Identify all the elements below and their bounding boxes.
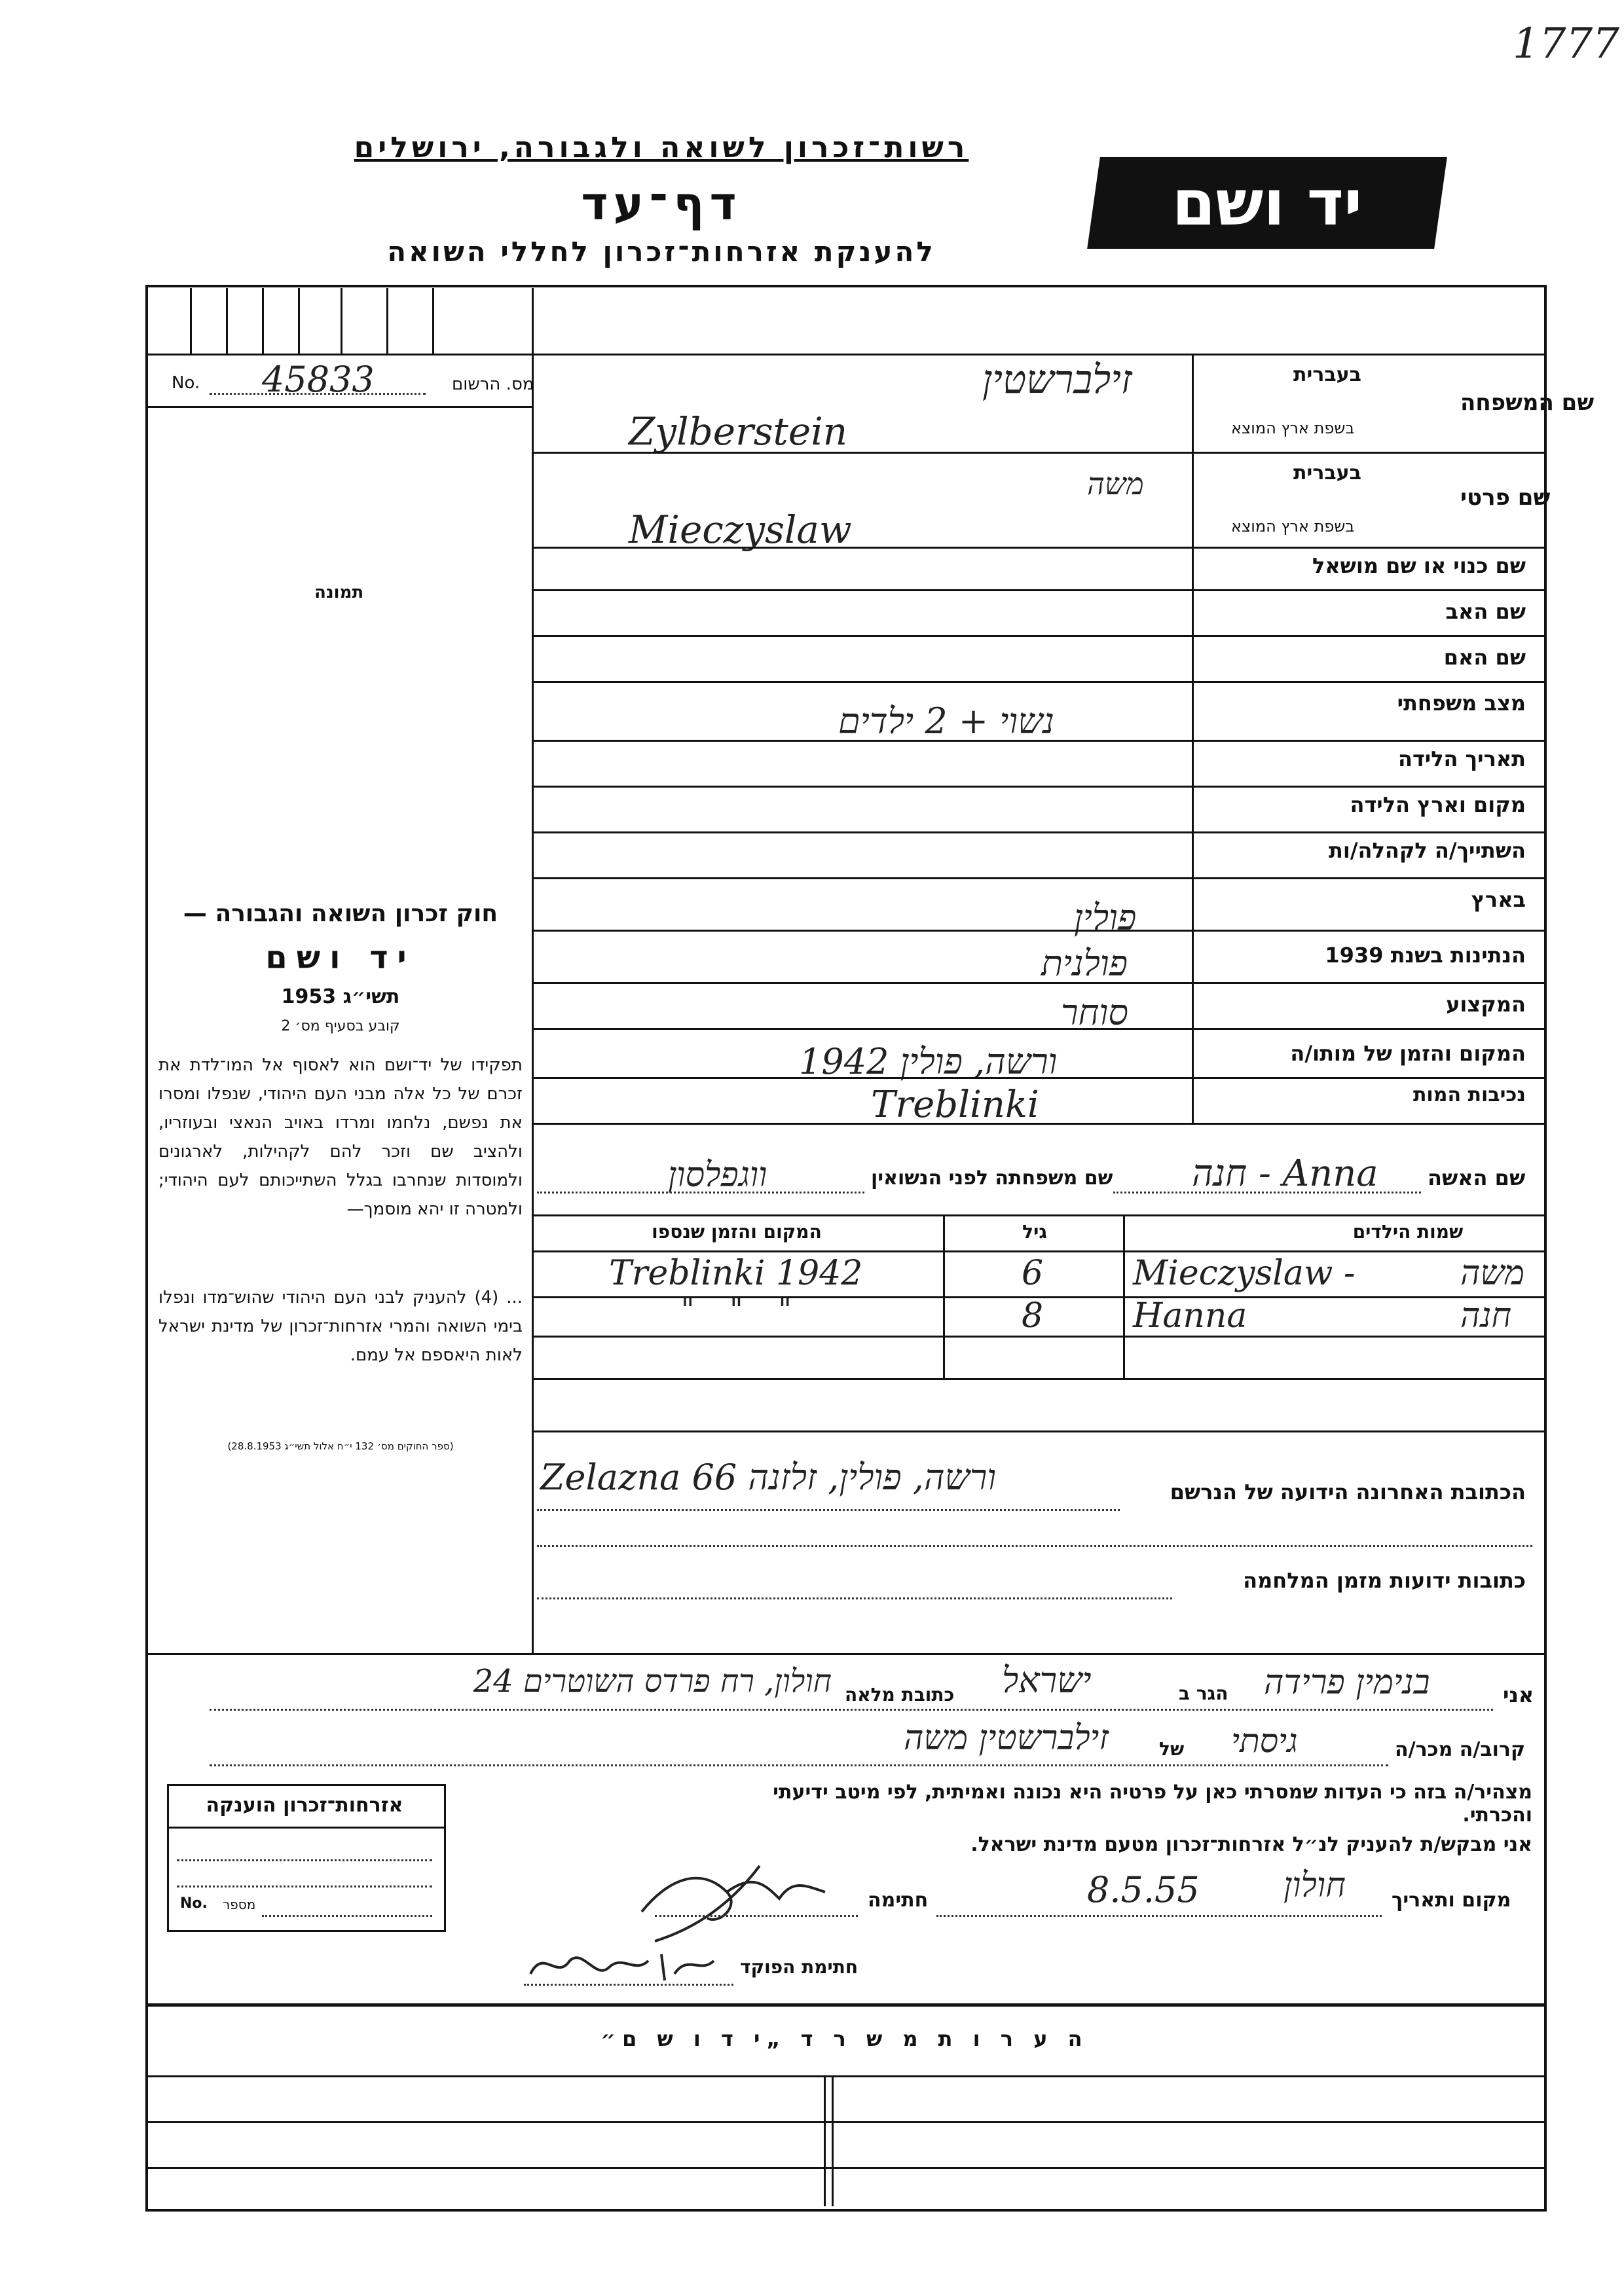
resides-label: הגר ב [1179,1683,1228,1704]
maiden-name-label: שם משפחתה לפני הנשואין [871,1167,1113,1190]
of-label: של [1159,1738,1185,1760]
wife-name: חנה - Anna [1192,1152,1378,1195]
marital-label: מצב משפחתי [1397,691,1526,716]
last-address-value: ורשה, פולין, זלזנה 66 Zelazna [540,1457,997,1498]
law-title: חוק זכרון השואה והגבורה — [183,900,498,927]
registration-number: 45833 [262,359,375,400]
citizenship-value: פולנית [1041,943,1128,984]
war-address-label: כתובות ידועות מזמן המלחמה [1243,1568,1526,1593]
office-notes-title: ה ע ר ו ת מ ש ר ד „י ד ו ש ם״ [600,2026,1089,2051]
declarant-city: ישראל [1002,1660,1092,1701]
mother-label: שם האם [1443,645,1526,670]
relation-label: קרוב/ה מכר/ה [1395,1738,1526,1761]
citizenship-label: הנתינות בשנת 1939 [1325,943,1526,968]
nickname-label: שם כנוי או שם מושאל [1312,553,1526,578]
death-value: ורשה, פולין 1942 [799,1041,1058,1082]
family-name-hebrew: זילברשטין [982,357,1132,403]
yad-vashem-logo [1087,157,1447,249]
child-2-name-he: חנה [1460,1296,1512,1336]
father-label: שם האב [1445,599,1526,624]
declarant-address: חולון, רח פרדס השוטרים 24 [473,1663,832,1700]
child-1-name-origin: Mieczyslaw - [1133,1254,1356,1293]
statement-1: מצהיר/ה בזה כי העדות שמסרתי כאן על פרטיה היא נכונה ואמיתית, לפי מיטב ידיעתי והכרתי. [773,1781,1532,1827]
circumstances-label: נכיבות המות [1412,1084,1526,1106]
authority-line: רשות־זכרון לשואה ולגבורה, ירושלים [354,131,969,164]
child-2-name-origin: Hanna [1133,1296,1247,1336]
statement-2: אני מבקש/ת להעניק לנ״ל אזרחות־זכרון מטעם מדינת ישראל. [970,1833,1532,1856]
law-text-1: תפקידו של יד־ושם הוא לאסוף אל המו־לדת את זכרם של כל אלה מבני העם היהודי, שנפלו ומסרו את נפשם, נלחמו ומרדו באויב הנאצי ובעוזריו, ולהציב שם וזכר להם לקהילות, לארגונים ולמוסדות שנחרבו בגלל השתייכותם לעם היהודי; ולמטרה זו יהא מוסמך— [158,1055,523,1219]
wife-label: שם האשה [1428,1165,1526,1190]
photo-label: תמונה [314,583,364,602]
form-title: דף־עד [581,177,742,230]
given-name-origin: Mieczyslaw [629,507,852,552]
law-clause: קובע בסעיף מס׳ 2 [281,1018,400,1034]
child-2-age: 8 [1022,1296,1044,1336]
last-address-label: הכתובת האחרונה הידועה של הנרשם [1170,1480,1526,1504]
profession-label: המקצוע [1446,992,1526,1017]
law-source: (ספר החוקים מס׳ 132 י״ח אלול תשי״ג 28.8.1953) [227,1440,454,1452]
law-name: יד ושם [265,939,416,976]
in-origin-label-2: בשפת ארץ המוצא [1231,517,1355,536]
relation-value: גיסתי [1231,1722,1298,1760]
child-2-place: " " " [681,1293,805,1326]
birth-date-label: תאריך הלידה [1397,746,1526,771]
law-year: תשי״ג 1953 [281,985,400,1008]
citizenship-no-he: מספר [223,1897,256,1912]
child-1-name-he: משה [1460,1254,1525,1293]
declarant-name: בנימין פרידה [1264,1663,1430,1702]
form-subtitle: להענקת אזרחות־זכרון לחללי השואה [387,236,936,268]
profession-value: סוחר [1061,992,1129,1033]
logo-text: יד ושם [1172,166,1363,240]
country-label: בארץ [1471,887,1526,912]
given-name-label: שם פרטי [1460,484,1551,511]
law-text-2: ... (4) להעניק לבני העם היהודי שהוש־מדו ונפלו בימי השואה והמרי אזרחות־זכרון של מדינת ישראל לאות היאספם אל עמם. [158,1288,523,1365]
full-address-label: כתובת מלאה [845,1684,955,1705]
children-place-header: המקום והזמן שנספו [652,1221,822,1243]
in-hebrew-label-1: בעברית [1293,363,1361,386]
maiden-name-value: ווגפלסון [668,1156,767,1195]
death-label: המקום והזמן של מותו/ה [1290,1041,1526,1066]
in-hebrew-label-2: בעברית [1293,462,1361,484]
children-age-header: גיל [1022,1221,1047,1243]
corner-number: 1777 [1513,20,1619,68]
child-1-place: Treblinki 1942 [609,1254,863,1293]
children-names-header: שמות הילדים [1352,1221,1464,1243]
marital-value: נשוי + 2 ילדים [838,701,1055,742]
family-name-origin: Zylberstein [629,409,848,454]
country-value: פולין [1074,897,1137,938]
circumstances-value: Treblinki [871,1084,1039,1126]
birth-place-label: מקום וארץ הלידה [1350,792,1526,817]
family-name-label: שם המשפחה [1460,390,1595,416]
community-label: השתייך/ה לקהלה/ות [1328,838,1526,863]
given-name-hebrew: משה [1087,466,1144,501]
declared-date: 8.5.55 [1087,1869,1200,1910]
declarant-i-label: אני [1503,1683,1534,1707]
declared-place: חולון [1283,1866,1346,1905]
declarant-signature [629,1853,838,1944]
officer-signature-label: חתימת הפוקד [740,1956,858,1978]
reg-no-en-label: No. [172,373,200,393]
child-1-age: 6 [1022,1254,1044,1293]
signature-label: חתימה [868,1889,929,1912]
in-origin-label-1: בשפת ארץ המוצא [1231,419,1355,437]
citizenship-granted-title: אזרחות־זכרון הוענקה [206,1794,403,1817]
place-date-label: מקום ותאריך [1392,1889,1511,1912]
of-name: זילברשטין משה [904,1719,1109,1758]
citizenship-no-en: No. [180,1895,208,1912]
reg-no-he-label: מס. הרשום [452,374,534,394]
